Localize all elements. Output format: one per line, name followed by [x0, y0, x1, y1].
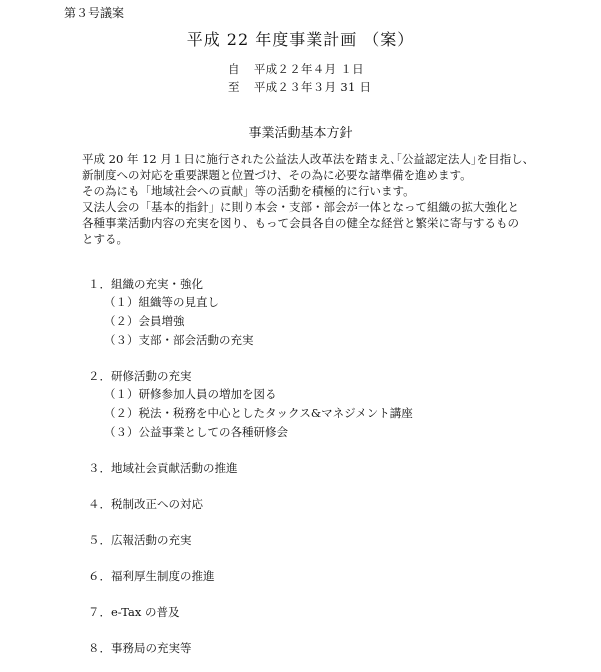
- plan-item: [88, 276, 203, 292]
- plan-item: [88, 496, 203, 512]
- plan-subitem-label: 公益事業としての各種研修会: [138, 425, 288, 439]
- plan-subitem: [104, 424, 288, 440]
- period-to: [228, 80, 371, 94]
- plan-item-label: 地域社会貢献活動の推進: [111, 461, 238, 475]
- policy-line: 平成 20 年 12 月１日に施行された公益法人改革法を踏まえ､｢公益認定法人｣を目指し、: [82, 152, 535, 166]
- plan-subitem: [104, 332, 254, 348]
- plan-item-label: 福利厚生制度の推進: [111, 569, 215, 583]
- document-title: 平成 22 年度事業計画 （案）: [186, 30, 415, 49]
- plan-subitem-number: （２）: [104, 406, 139, 420]
- policy-line: その為にも「地域社会への貢献」等の活動を積極的に行います。: [82, 184, 415, 198]
- agenda-label: 第３号議案: [64, 6, 125, 20]
- plan-item-number: ６．: [88, 569, 111, 583]
- plan-item-number: ４．: [88, 497, 111, 511]
- plan-subitem: [104, 405, 413, 421]
- policy-paragraph: [82, 151, 550, 247]
- policy-line: 又法人会の「基本的指針」に則り本会・支部・部会が一体となって組織の拡大強化と: [82, 200, 519, 214]
- plan-item-label: 組織の充実・強化: [111, 277, 203, 291]
- plan-item-number: ２．: [88, 369, 111, 383]
- plan-item-label: 事務局の充実等: [111, 641, 192, 655]
- plan-subitem-label: 研修参加人員の増加を図る: [138, 387, 277, 401]
- period-from: [228, 62, 364, 76]
- plan-subitem-number: （２）: [104, 314, 139, 328]
- plan-item-number: １．: [88, 277, 111, 291]
- period-to-date: 平成２３年３月 31 日: [253, 80, 372, 94]
- plan-item: [88, 568, 215, 584]
- plan-subitem: [104, 294, 219, 310]
- plan-item: [88, 532, 192, 548]
- plan-subitem-label: 会員増強: [138, 314, 185, 328]
- period-to-label: 至: [228, 80, 240, 94]
- plan-subitem-number: （３）: [104, 425, 139, 439]
- plan-item: [88, 368, 192, 384]
- plan-item-number: ８．: [88, 641, 111, 655]
- plan-subitem-label: 税法・税務を中心としたタックス&マネジメント講座: [138, 406, 413, 420]
- period-from-label: 自: [228, 62, 240, 76]
- plan-item-number: ５．: [88, 533, 111, 547]
- plan-item: [88, 640, 192, 656]
- policy-line: 各種事業活動内容の充実を図り、もって会員各自の健全な経営と繁栄に寄与するもの: [82, 216, 519, 230]
- plan-item-number: ７．: [88, 605, 111, 619]
- plan-subitem: [104, 386, 277, 402]
- plan-subitem-label: 支部・部会活動の充実: [138, 333, 254, 347]
- plan-subitem-number: （１）: [104, 295, 139, 309]
- plan-item: [88, 460, 238, 476]
- section-heading: 事業活動基本方針: [248, 126, 353, 141]
- plan-subitem-label: 組織等の見直し: [138, 295, 219, 309]
- plan-subitem: [104, 313, 185, 329]
- plan-item-label: e-Tax の普及: [111, 605, 180, 619]
- plan-item-label: 広報活動の充実: [111, 533, 192, 547]
- plan-subitem-number: （３）: [104, 333, 139, 347]
- policy-line: とする。: [82, 232, 128, 246]
- plan-item-number: ３．: [88, 461, 111, 475]
- plan-subitem-number: （１）: [104, 387, 139, 401]
- plan-item-label: 税制改正への対応: [111, 497, 203, 511]
- plan-item-label: 研修活動の充実: [111, 369, 192, 383]
- policy-line: 新制度への対応を重要課題と位置づけ、その為に必要な諸準備を進めます。: [82, 168, 472, 182]
- plan-item: [88, 604, 180, 620]
- period-from-date: 平成２２年４月 １日: [253, 62, 364, 76]
